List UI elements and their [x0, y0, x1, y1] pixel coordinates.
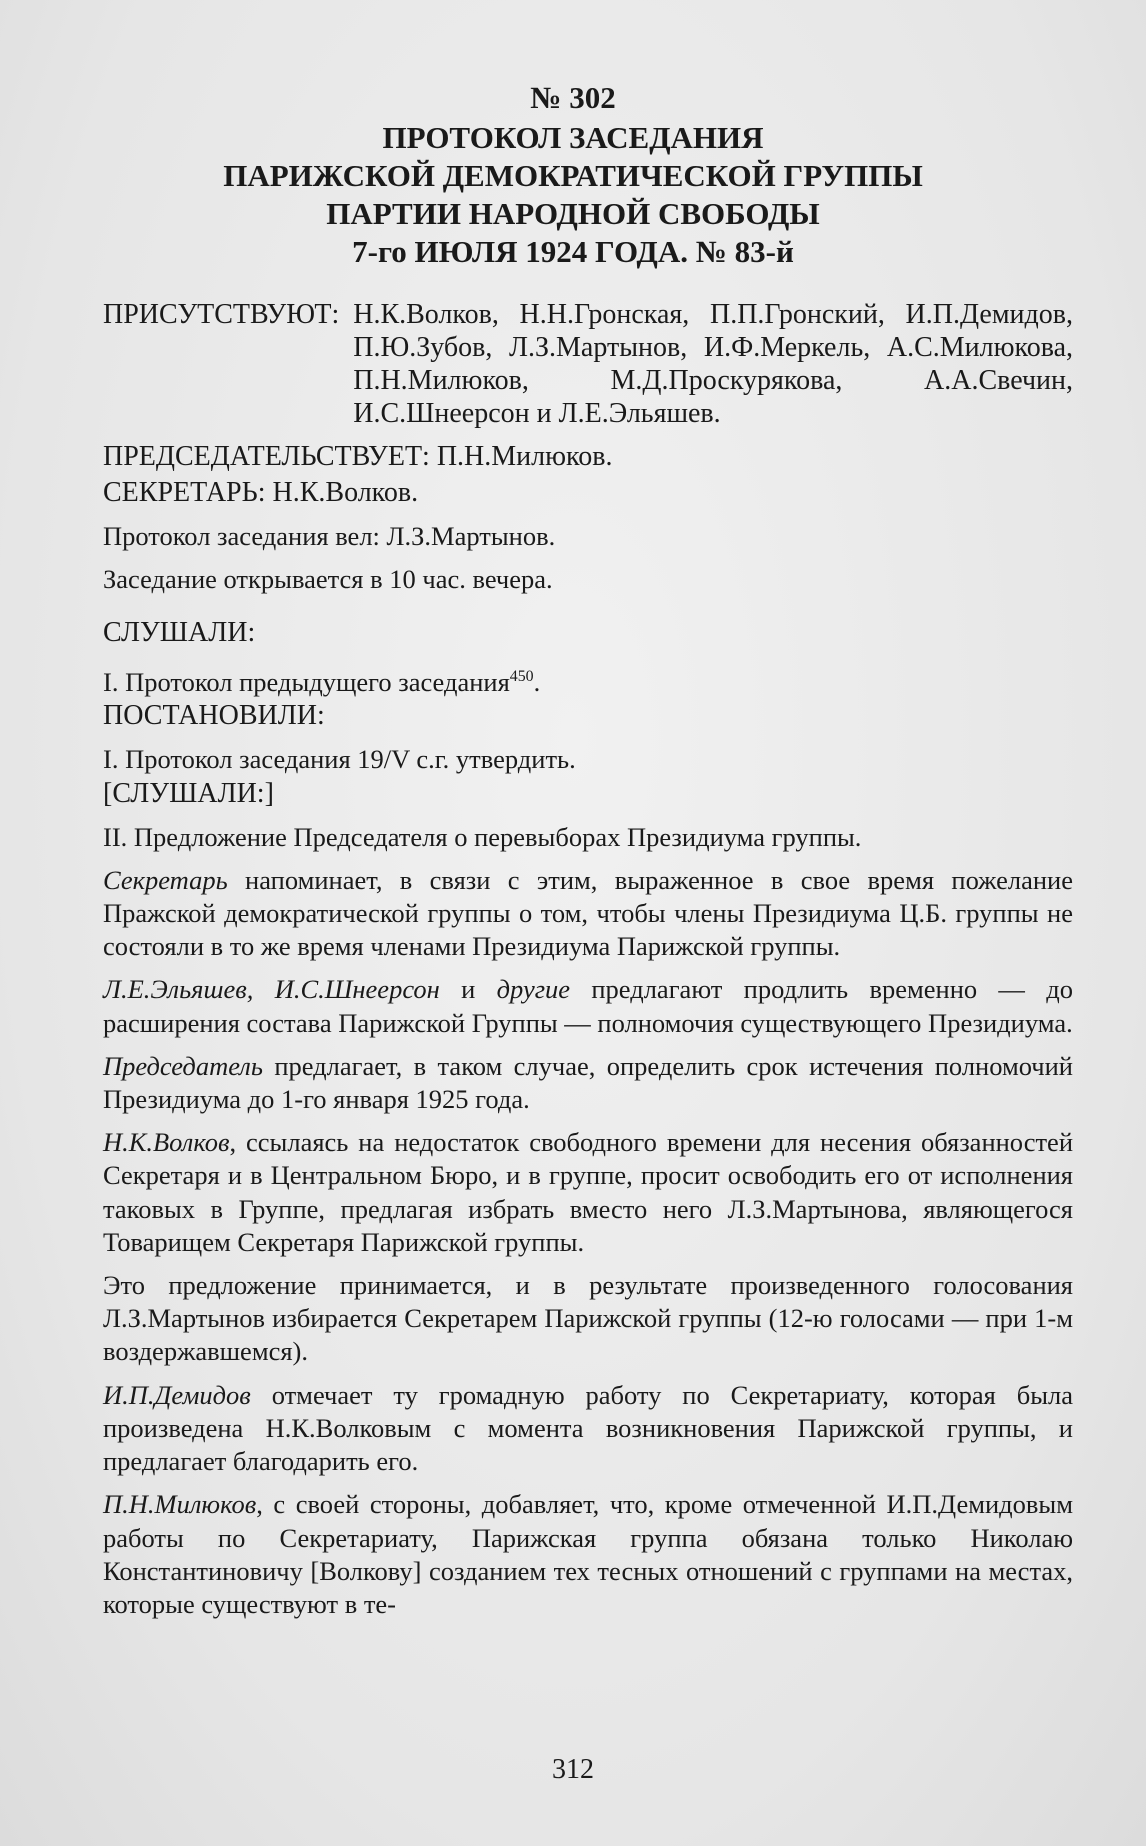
paragraph-text: , с своей стороны, добавляет, что, кроме отмеченной И.П.Демидовым работы по Секретариату, Парижская группа обязана только Николаю Константиновичу [Волкову] созданием тех тесных отношений с группами на местах, которые существуют в те-: [103, 1489, 1073, 1619]
paragraph-elyashev: [103, 973, 1073, 1039]
speaker: Секретарь: [103, 864, 228, 895]
protocol-body: [103, 298, 1073, 1621]
paragraph-demidov: [103, 1379, 1073, 1479]
document-number: № 302: [530, 80, 616, 115]
resolved-label: ПОСТАНОВИЛИ:: [103, 700, 325, 732]
title-line-2: ПАРИЖСКОЙ ДЕМОКРАТИЧЕСКОЙ ГРУППЫ: [223, 158, 923, 193]
paragraph-volkov: [103, 1126, 1073, 1259]
paragraph-chairman: [103, 1050, 1073, 1116]
minutes-by-line: Протокол заседания вел: Л.З.Мартынов.: [103, 521, 556, 551]
heard-label: СЛУШАЛИ:: [103, 617, 256, 649]
heard-label-2: [СЛУШАЛИ:]: [103, 777, 274, 809]
item-1-text: I. Протокол предыдущего заседания: [103, 667, 510, 698]
speaker: Л.Е.Эльяшев, И.С.Шнеерсон: [103, 974, 440, 1005]
chair-line: ПРЕДСЕДАТЕЛЬСТВУЕТ: П.Н.Милюков.: [103, 441, 613, 472]
paragraph-milyukov: [103, 1488, 1073, 1621]
footnote-ref: 450: [509, 668, 534, 686]
attendance: [103, 298, 1073, 430]
conjunction: и: [439, 974, 497, 1005]
speaker: Н.К.Волков: [103, 1127, 230, 1158]
speaker-2: другие: [496, 974, 571, 1005]
item-1: I. Протокол предыдущего заседания$^{450}$.: [103, 667, 541, 698]
speaker: Председатель: [103, 1050, 263, 1081]
paragraph-text: отмечает ту громадную работу по Секретариату, которая была произведена Н.К.Волковым с момента возникновения Парижской группы, и предлагает благодарить его.: [103, 1379, 1073, 1477]
resolution-1: I. Протокол заседания 19/V с.г. утвердить.: [103, 744, 576, 775]
title-line-1: ПРОТОКОЛ ЗАСЕДАНИЯ: [382, 120, 764, 155]
paragraph-vote: [103, 1269, 1073, 1369]
attendance-label: ПРИСУТСТВУЮТ:: [103, 299, 340, 330]
paragraph-text: предлагают продлить временно — до расширения состава Парижской Группы — полномочия существующего Президиума.: [103, 974, 1073, 1038]
paragraph-text: напоминает, в связи с этим, выраженное в свое время пожелание Пражской демократической группы о том, чтобы члены Президиума Ц.Б. группы не состояли в то же время членами Президиума Парижской группы.: [103, 864, 1073, 962]
opening-line: Заседание открывается в 10 час. вечера.: [103, 564, 553, 595]
title-line-3: ПАРТИИ НАРОДНОЙ СВОБОДЫ: [326, 196, 820, 231]
page-number: 312: [552, 1754, 594, 1785]
paragraph-text: , ссылаясь на недостаток свободного времени для несения обязанностей Секретаря и в Центральном Бюро, и в группе, просит освободить его от исполнения таковых в Группе, предлагая избрать вместо него Л.З.Мартынова, являющегося Товарищем Секретаря Парижской группы.: [103, 1127, 1073, 1257]
speaker: П.Н.Милюков: [103, 1489, 257, 1520]
paragraph-text: Это предложение принимается, и в результате произведенного голосования Л.З.Мартынов избирается Секретарем Парижской группы (12-ю голосами — при 1-м воздержавшемся).: [103, 1270, 1073, 1367]
paragraph-secretary: [103, 864, 1073, 964]
attendance-names: Н.К.Волков, Н.Н.Гронская, П.П.Гронский, И.П.Демидов, П.Ю.Зубов, Л.З.Мартынов, И.Ф.Меркель, А.С.Милюкова, П.Н.Милюков, М.Д.Проскурякова, А.А.Свечин, И.С.Шнеерсон и Л.Е.Эльяшев.: [353, 299, 1073, 429]
secretary-line: СЕКРЕТАРЬ: Н.К.Волков.: [103, 477, 419, 508]
paragraph-text: предлагает, в таком случае, определить срок истечения полномочий Президиума до 1-го января 1925 года.: [103, 1050, 1073, 1115]
item-2: II. Предложение Председателя о перевыборах Президиума группы.: [103, 821, 862, 852]
speaker: И.П.Демидов: [103, 1379, 251, 1410]
title-line-4: 7-го ИЮЛЯ 1924 ГОДА. № 83-й: [352, 234, 794, 269]
